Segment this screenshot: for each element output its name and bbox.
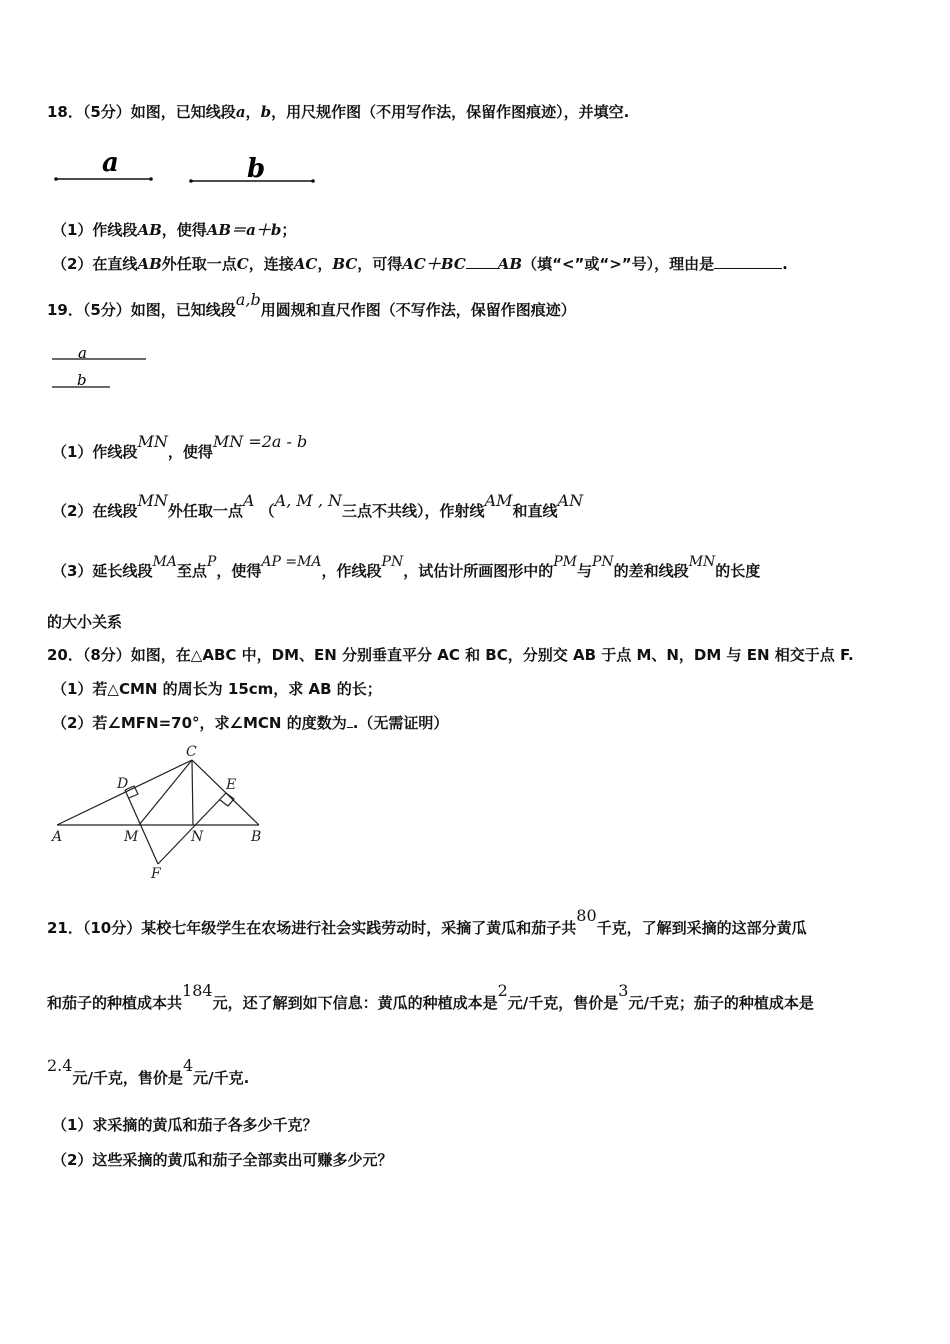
q19-stem: 19．（5分）如图，已知线段a,b用圆规和直尺作图（不写作法，保留作图痕迹） bbox=[47, 290, 576, 319]
q18-seg-b-label: b bbox=[247, 154, 266, 184]
q18-stem: 18．（5分）如图，已知线段a，b，用尺规作图（不用写作法，保留作图痕迹），并填空. bbox=[47, 103, 630, 121]
segment-cm bbox=[139, 760, 192, 825]
q19-part3: （3）延长线段MA至点P，使得AP =MA，作线段PN，试估计所画图形中的PM与PN的差和线段MN的长度 bbox=[52, 554, 761, 580]
q21-line2: 和茄子的种植成本共184元，还了解到如下信息：黄瓜的种植成本是2元/千克，售价是3元/千克；茄子的种植成本是 bbox=[47, 981, 814, 1012]
label-a: A bbox=[52, 829, 63, 845]
q19-seg-a-label: a bbox=[78, 344, 87, 362]
q21-part2: （2）这些采摘的黄瓜和茄子全部卖出可赚多少元？ bbox=[52, 1151, 393, 1169]
label-d: D bbox=[117, 776, 129, 792]
q19-part1: （1）作线段MN，使得MN =2a - b bbox=[52, 432, 308, 461]
segment-cn bbox=[192, 760, 193, 825]
q19-segment-figure bbox=[50, 342, 170, 392]
q18-part1: （1）作线段AB，使得AB＝a＋b； bbox=[52, 221, 297, 239]
q18-part2: （2）在直线AB外任取一点C，连接AC，BC，可得AC＋BC AB（填“<”或“>”号），理由是 . bbox=[52, 255, 788, 273]
label-f: F bbox=[151, 866, 161, 882]
q20-part2: （2）若∠MFN=70°，求∠MCN 的度数为 .（无需证明） bbox=[52, 714, 449, 732]
segment-ac bbox=[57, 760, 192, 825]
label-m: M bbox=[124, 829, 139, 845]
q18-segment-figure bbox=[50, 148, 350, 198]
q20-stem: 20．（8分）如图，在△ABC 中，DM、EN 分别垂直平分 AC 和 BC，分别交 AB 于点 M、N，DM 与 EN 相交于点 F. bbox=[47, 646, 854, 664]
label-e: E bbox=[226, 777, 237, 793]
q18-seg-a-label: a bbox=[102, 148, 119, 178]
label-c: C bbox=[186, 744, 197, 760]
answer-blank bbox=[466, 254, 498, 269]
q21-part1: （1）求采摘的黄瓜和茄子各多少千克？ bbox=[52, 1116, 318, 1134]
segment-df bbox=[125, 790, 158, 864]
q20-part1: （1）若△CMN 的周长为 15cm，求 AB 的长； bbox=[52, 680, 382, 698]
q21-line3: 2.4元/千克，售价是4元/千克. bbox=[47, 1056, 250, 1087]
q19-seg-b-label: b bbox=[77, 371, 87, 389]
q19-part3-cont: 的大小关系 bbox=[47, 613, 123, 631]
label-b: B bbox=[251, 829, 262, 845]
q19-part2: （2）在线段MN外任取一点A （A, M , N三点不共线），作射线AM和直线AN bbox=[52, 491, 584, 520]
q20-triangle-figure bbox=[50, 742, 290, 882]
answer-blank bbox=[714, 254, 782, 269]
q21-line1: 21．（10分）某校七年级学生在农场进行社会实践劳动时，采摘了黄瓜和茄子共80千克，了解到采摘的这部分黄瓜 bbox=[47, 906, 807, 937]
label-n: N bbox=[191, 829, 204, 845]
